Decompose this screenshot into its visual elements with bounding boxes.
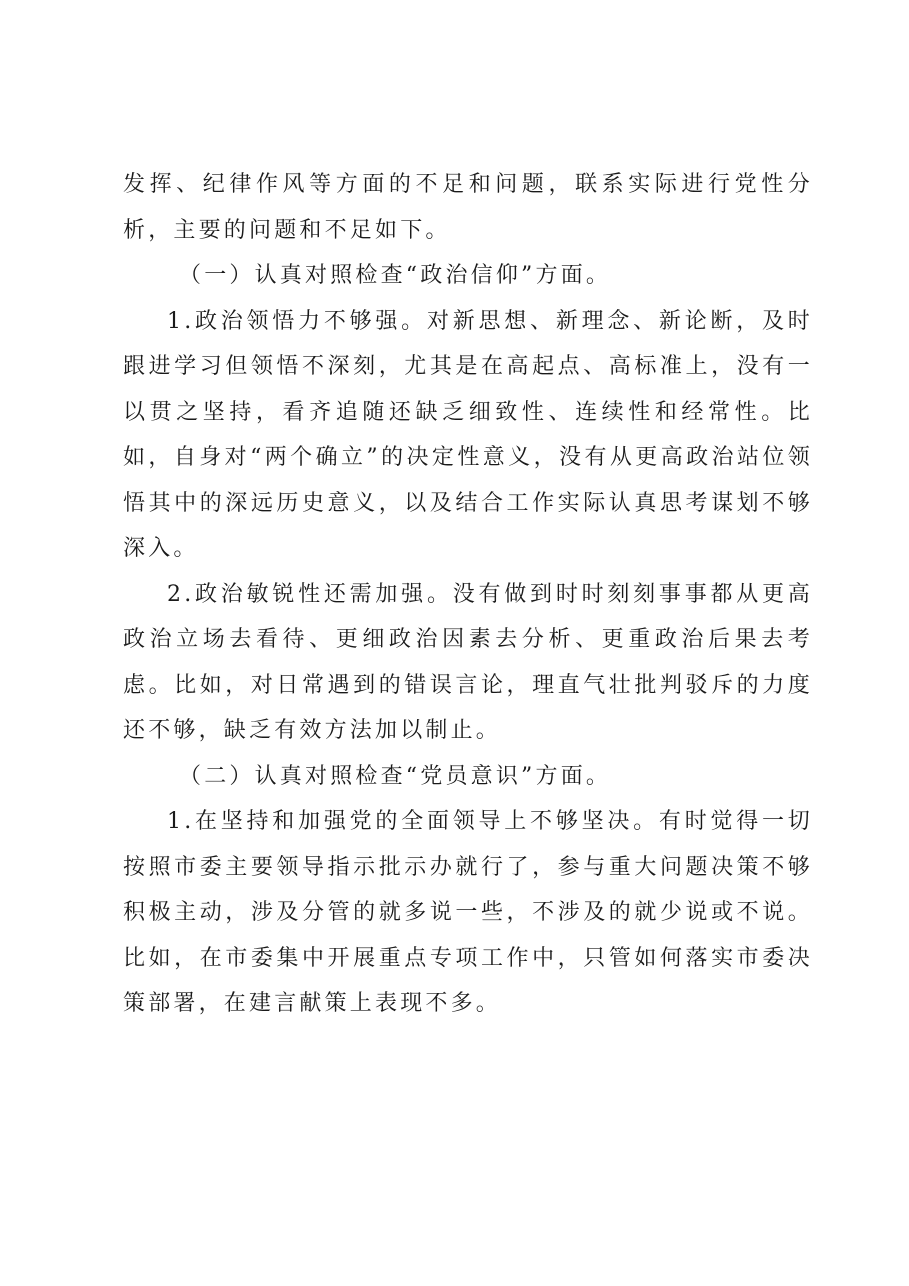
- section-heading-political-belief: （一）认真对照检查“政治信仰”方面。: [179, 263, 612, 288]
- document-body: [123, 162, 813, 1027]
- paragraph-political-sensitivity: 2.政治敏锐性还需加强。没有做到时时刻刻事事都从更高政治立场去看待、更细政治因素去分析、更重政治后果去考虑。比如，对日常遇到的错误言论，理直气壮批判驳斥的力度还不够，缺乏有效方法加以制止。: [123, 581, 813, 743]
- section-heading-party-awareness: （二）认真对照检查“党员意识”方面。: [179, 763, 612, 789]
- paragraph-party-leadership: 1.在坚持和加强党的全面领导上不够坚决。有时觉得一切按照市委主要领导指示批示办就行了，参与重大问题决策不够积极主动，涉及分管的就多说一些，不涉及的就少说或不说。比如，在市委集中开展重点专项工作中，只管如何落实市委决策部署，在建言献策上表现不多。: [123, 809, 813, 1016]
- paragraph-political-comprehension: 1.政治领悟力不够强。对新思想、新理念、新论断，及时跟进学习但领悟不深刻，尤其是在高起点、高标准上，没有一以贯之坚持，看齐追随还缺乏细致性、连续性和经常性。比如，自身对“两个确立”的决定性意义，没有从更高政治站位领悟其中的深远历史意义，以及结合工作实际认真思考谋划不够深入。: [123, 308, 813, 561]
- paragraph-continuation: 发挥、纪律作风等方面的不足和问题，联系实际进行党性分析，主要的问题和不足如下。: [123, 172, 813, 243]
